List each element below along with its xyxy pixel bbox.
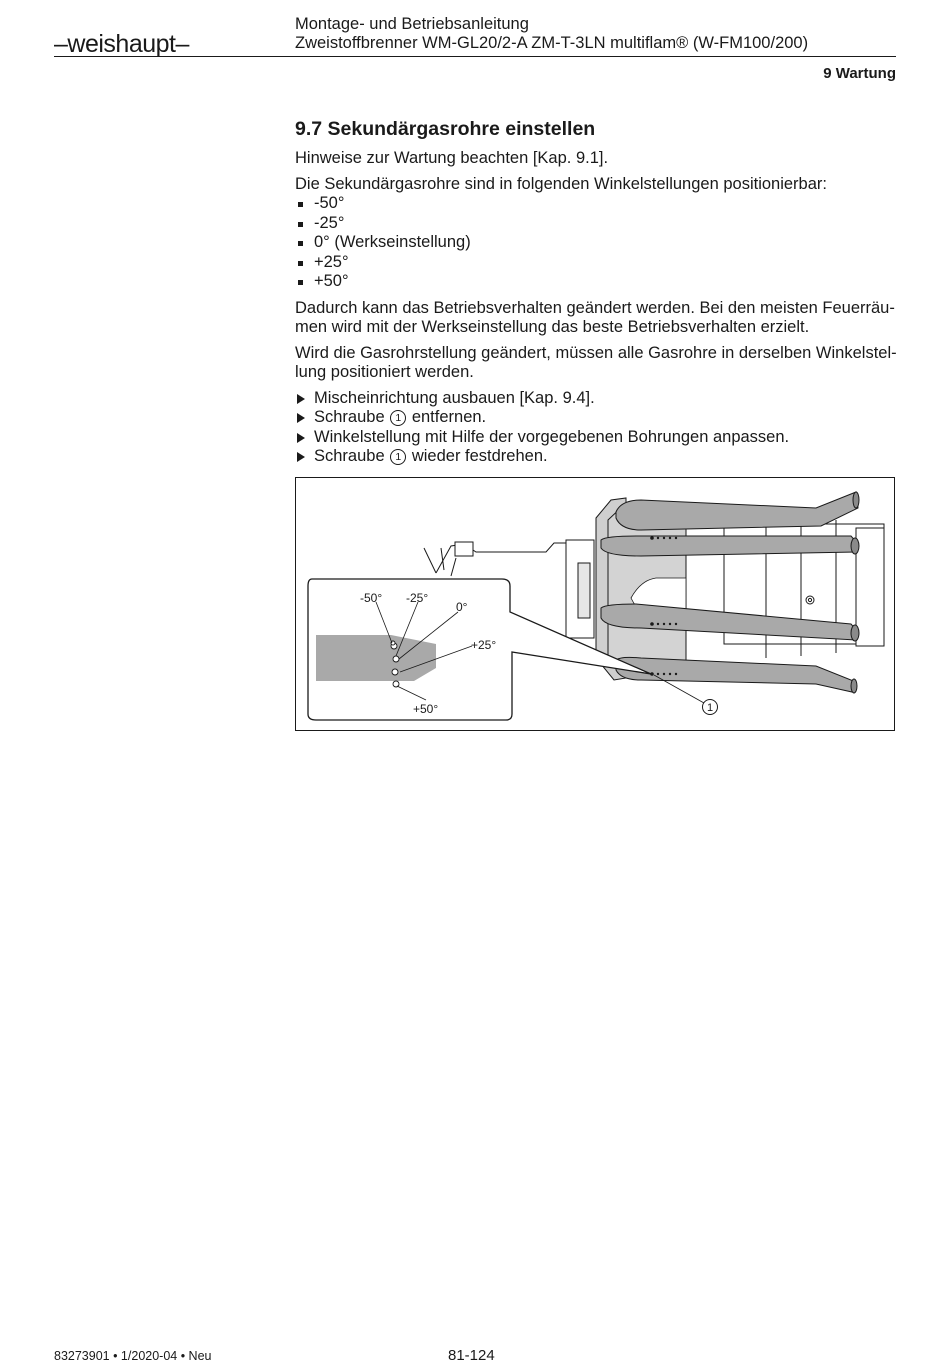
angle-label: +25° (471, 638, 497, 652)
callout-number: 1 (706, 702, 714, 714)
list-item: +25° (295, 253, 897, 273)
header-divider (54, 56, 896, 57)
document-title-line2: Zweistoffbrenner WM-GL20/2-A ZM-T-3LN multiflam® (W-FM100/200) (295, 34, 809, 52)
behavior-line2: men wird mit der Werkseinstellung das beste Betriebsverhalten erzielt. (295, 318, 810, 336)
weishaupt-logo: –weishaupt– (54, 30, 189, 58)
alignment-paragraph (295, 344, 897, 383)
callout-number-badge: 1 (390, 410, 406, 426)
angle-label: -25° (406, 591, 429, 605)
document-title (295, 15, 808, 53)
behavior-paragraph (295, 299, 897, 338)
step-item: Mischeinrichtung ausbauen [Kap. 9.4]. (295, 389, 897, 409)
alignment-line1: Wird die Gasrohrstellung geändert, müssen alle Gasrohre in derselben Winkelstel- (295, 343, 897, 362)
burner-head-illustration (296, 478, 896, 732)
list-item: 0° (Werkseinstellung) (295, 233, 897, 253)
step-item (295, 447, 897, 467)
position-list (295, 194, 897, 292)
list-item: -25° (295, 214, 897, 234)
step-item (295, 408, 897, 428)
callout-number-badge: 1 (390, 449, 406, 465)
maintenance-note: Hinweise zur Wartung beachten [Kap. 9.1]. (295, 149, 609, 167)
document-info: 83273901 • 1/2020-04 • Neu (54, 1349, 212, 1363)
section-heading: 9.7 Sekundärgasrohre einstellen (295, 118, 596, 140)
step-list (295, 389, 897, 467)
step-text: Schraube (314, 447, 385, 465)
step-item: Winkelstellung mit Hilfe der vorgegebenen Bohrungen anpassen. (295, 428, 897, 448)
angle-label: +50° (413, 702, 439, 716)
document-title-line1: Montage- und Betriebsanleitung (295, 15, 529, 33)
intro-text: Die Sekundärgasrohre sind in folgenden Winkelstellungen positionierbar: (295, 174, 827, 193)
angle-label: 0° (456, 600, 468, 614)
list-item: +50° (295, 272, 897, 292)
step-text: entfernen. (411, 408, 487, 426)
step-text: Schraube (314, 408, 385, 426)
page-number: 81-124 (448, 1347, 495, 1364)
gas-tube-figure (295, 477, 895, 731)
section-content (295, 117, 897, 467)
behavior-line1: Dadurch kann das Betriebsverhalten geändert werden. Bei den meisten Feuerräu- (295, 298, 895, 317)
alignment-line2: lung positioniert werden. (295, 363, 474, 381)
chapter-label: 9 Wartung (823, 65, 896, 82)
angle-label: -50° (360, 591, 383, 605)
step-text: wieder festdrehen. (411, 447, 548, 465)
detail-tube-section (316, 635, 436, 681)
list-item: -50° (295, 194, 897, 214)
